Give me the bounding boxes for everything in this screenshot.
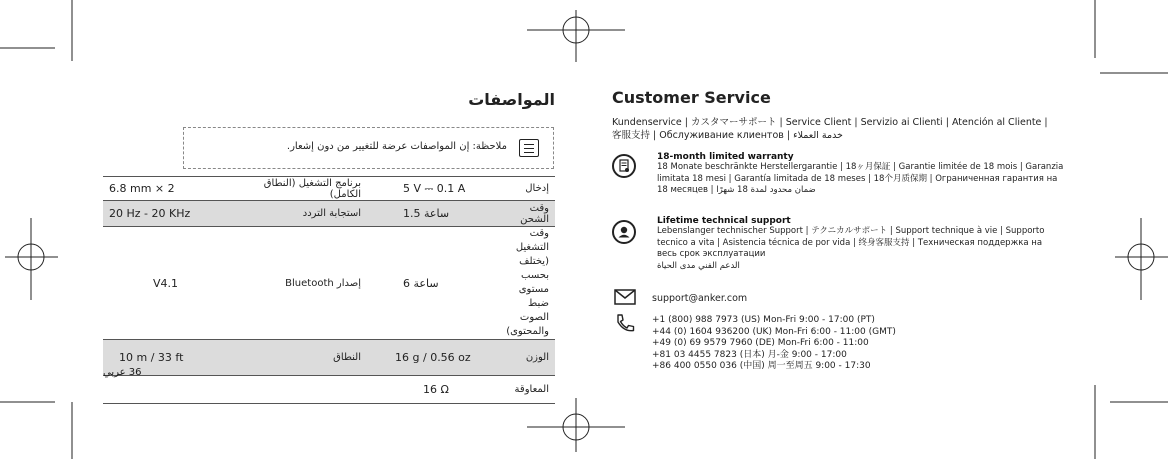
- note-icon: [519, 139, 539, 157]
- spec-label: النطاق: [245, 340, 367, 376]
- table-row: [103, 201, 555, 227]
- spec-value: 20 Hz - 20 KHz: [103, 201, 245, 227]
- note-box: [183, 127, 554, 169]
- support-block: [657, 216, 1077, 272]
- support-email[interactable]: support@anker.com: [652, 293, 748, 304]
- languages-line: 客服支持 | Обслуживание клиентов | خدمة العملاء: [612, 130, 843, 141]
- customer-service-title: Customer Service: [612, 88, 771, 107]
- note-text: ملاحظة: إن المواصفات عرضة للتغيير من دون إشعار.: [286, 141, 507, 152]
- envelope-icon: [614, 289, 636, 305]
- spec-value: 10 m / 33 ft: [103, 340, 245, 376]
- table-row: [103, 376, 555, 404]
- table-row: [103, 340, 555, 376]
- spec-label: إصدار Bluetooth: [285, 277, 362, 289]
- spec-value: V4.1: [153, 276, 179, 290]
- warranty-document-icon: [612, 154, 636, 178]
- phone-icon: [614, 313, 636, 333]
- spec-label: إدخال: [525, 183, 549, 194]
- warranty-title: 18-month limited warranty: [657, 152, 794, 162]
- spec-label: [245, 376, 367, 404]
- spec-value: 16 Ω: [423, 383, 449, 396]
- spec-label: استجابة التردد: [245, 201, 367, 227]
- spec-label: وقت الشحن: [500, 201, 555, 227]
- support-text: весь срок эксплуатации: [657, 249, 766, 259]
- spec-label: الوزن: [500, 340, 555, 376]
- spec-value: 6.8 mm × 2: [109, 182, 175, 195]
- warranty-text: 18 Monate beschränkte Herstellergarantie | 18ヶ月保証 | Garantie limitée de 18 mois | Garanzia: [657, 162, 1064, 172]
- warranty-text: limitata 18 mesi | Garantía limitada de 18 meses | 18个月质保期 | Ограниченная гарантия на: [657, 173, 1058, 184]
- phone-number[interactable]: +49 (0) 69 9579 7960 (DE) Mon-Fri 6:00 - 11:00: [652, 338, 869, 349]
- phone-number[interactable]: +86 400 0550 036 (中国) 周一至周五 9:00 - 17:30: [652, 361, 871, 372]
- support-title: Lifetime technical support: [657, 216, 791, 226]
- spec-label: برنامج التشغيل (النطاق الكامل): [263, 177, 362, 200]
- table-row: [103, 177, 555, 201]
- support-person-icon: [612, 220, 636, 244]
- spec-value: 5 V ⎓ 0.1 A: [403, 181, 466, 195]
- spec-label: المعاوقة: [514, 384, 549, 395]
- languages-line: Kundenservice | カスタマーサポート | Service Client | Servizio ai Clienti | Atención al Cliente |: [612, 117, 1048, 128]
- spec-value: 6 ساعة: [403, 276, 439, 290]
- spec-page-title: المواصفات: [468, 90, 555, 109]
- page-number: 36 عربي: [103, 367, 142, 378]
- specs-table: [103, 176, 555, 404]
- spec-value: 1.5 ساعة: [367, 201, 500, 227]
- customer-service-languages: [612, 116, 1062, 142]
- support-text: الدعم الفني مدى الحياة: [657, 260, 740, 271]
- support-text: tecnico a vita | Asistencia técnica de por vida | 终身客服支持 | Техническая поддержка на: [657, 237, 1043, 248]
- warranty-block: [657, 152, 1077, 197]
- spec-label: وقت التشغيل (يختلف بحسب مستوى ضبط الصوت والمحتوى): [506, 228, 549, 337]
- phone-list: [652, 315, 896, 373]
- phone-number[interactable]: +1 (800) 988 7973 (US) Mon-Fri 9:00 - 17:00 (PT): [652, 315, 875, 325]
- phone-number[interactable]: +81 03 4455 7823 (日本) 月-金 9:00 - 17:00: [652, 349, 847, 360]
- spec-value: [103, 376, 245, 404]
- warranty-text: 18 месяцев | ضمان محدود لمدة 18 شهرًا: [657, 185, 816, 195]
- table-row: [103, 227, 555, 340]
- spec-value: 16 g / 0.56 oz: [367, 340, 500, 376]
- support-text: Lebenslanger technischer Support | テクニカルサポート | Support technique à vie | Supporto: [657, 226, 1045, 236]
- phone-number[interactable]: +44 (0) 1604 936200 (UK) Mon-Fri 6:00 - 11:00 (GMT): [652, 326, 896, 337]
